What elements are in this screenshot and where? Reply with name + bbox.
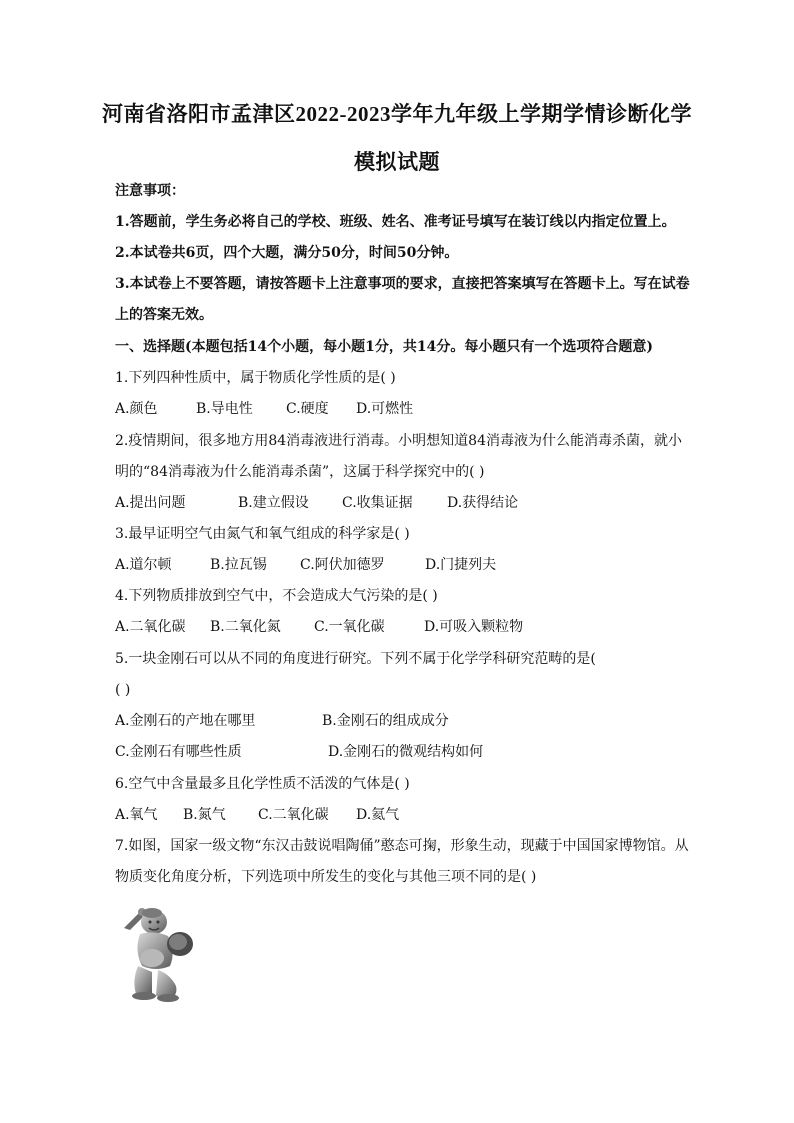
question-6-option-b: B.氮气: [183, 807, 226, 823]
question-2-option-a: A.提出问题: [115, 495, 186, 511]
question-4-stem: 4.下列物质排放到空气中，不会造成大气污染的是( ): [115, 588, 438, 604]
question-6-stem: 6.空气中含量最多且化学性质不活泼的气体是( ): [115, 776, 410, 792]
question-4-option-d: D.可吸入颗粒物: [424, 619, 524, 635]
question-2-option-b: B.建立假设: [238, 495, 309, 511]
notice-item-1: 1.答题前，学生务必将自己的学校、班级、姓名、准考证号填写在装订线以内指定位置上。: [115, 214, 676, 230]
question-5-stem-cont: ( ): [115, 682, 131, 698]
question-6-option-c: C.二氧化碳: [258, 807, 329, 823]
question-3-stem: 3.最早证明空气由氮气和氧气组成的科学家是( ): [115, 526, 410, 542]
question-4-option-a: A.二氧化碳: [115, 619, 186, 635]
question-3-option-b: B.拉瓦锡: [210, 557, 267, 573]
question-5-option-d: D.金刚石的微观结构如何: [328, 744, 484, 760]
exam-title-line2: 模拟试题: [354, 150, 440, 174]
notice-item-2: 2.本试卷共6页，四个大题，满分50分，时间50分钟。: [115, 245, 459, 261]
question-4-option-c: C.一氧化碳: [314, 619, 385, 635]
question-3-option-d: D.门捷列夫: [425, 557, 497, 573]
question-1-option-b: B.导电性: [196, 401, 253, 417]
question-5-option-a: A.金刚石的产地在哪里: [115, 713, 256, 729]
notice-item-3-cont: 上的答案无效。: [115, 307, 213, 323]
question-6-option-a: A.氧气: [115, 807, 158, 823]
question-2-option-d: D.获得结论: [447, 495, 519, 511]
question-1-option-d: D.可燃性: [356, 401, 414, 417]
question-2-stem: 2.疫情期间，很多地方用84消毒液进行消毒。小明想知道84消毒液为什么能消毒杀菌，就小: [115, 433, 682, 449]
question-4-option-b: B.二氧化氮: [210, 619, 281, 635]
question-5-option-b: B.金刚石的组成成分: [322, 713, 449, 729]
question-1-option-a: A.颜色: [115, 401, 158, 417]
question-1-option-c: C.硬度: [286, 401, 329, 417]
section-heading-choice: 一、选择题(本题包括14个小题，每小题1分，共14分。每小题只有一个选项符合题意): [115, 339, 653, 355]
question-3-option-c: C.阿伏加德罗: [300, 557, 385, 573]
question-7-stem: 7.如图，国家一级文物“东汉击鼓说唱陶俑”憨态可掬，形象生动，现藏于中国国家博物馆。从: [115, 838, 689, 854]
question-2-option-c: C.收集证据: [342, 495, 413, 511]
pottery-figurine-image: [118, 900, 198, 1005]
question-5-option-c: C.金刚石有哪些性质: [115, 744, 242, 760]
question-7-stem-cont: 物质变化角度分析，下列选项中所发生的变化与其他三项不同的是( ): [115, 869, 537, 885]
question-5-stem: 5.一块金刚石可以从不同的角度进行研究。下列不属于化学学科研究范畴的是(: [115, 651, 596, 667]
notice-item-3: 3.本试卷上不要答题，请按答题卡上注意事项的要求，直接把答案填写在答题卡上。写在试卷: [115, 276, 690, 292]
question-3-option-a: A.道尔顿: [115, 557, 172, 573]
question-6-option-d: D.氦气: [356, 807, 400, 823]
question-1-stem: 1.下列四种性质中，属于物质化学性质的是( ): [115, 370, 396, 386]
exam-title-line1: 河南省洛阳市孟津区2022-2023学年九年级上学期学情诊断化学: [102, 102, 692, 126]
question-2-stem-cont: 明的“84消毒液为什么能消毒杀菌”，这属于科学探究中的( ): [115, 464, 485, 480]
notice-heading: 注意事项：: [115, 183, 185, 199]
